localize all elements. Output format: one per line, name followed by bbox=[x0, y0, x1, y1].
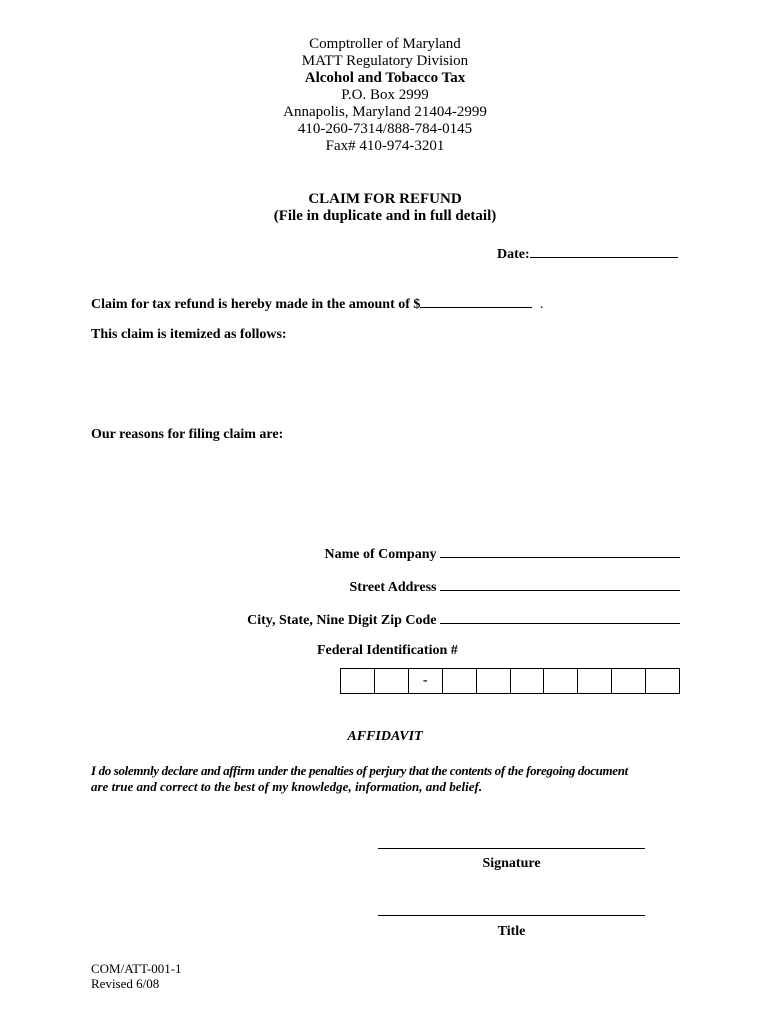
signature-label: Signature bbox=[482, 856, 541, 871]
claim-period: . bbox=[539, 297, 544, 312]
company-row bbox=[325, 543, 681, 563]
fein-cell[interactable] bbox=[544, 669, 578, 693]
claim-amount-row bbox=[91, 293, 543, 313]
signature-line[interactable] bbox=[378, 848, 645, 849]
address-label: Street Address bbox=[349, 580, 437, 595]
form-subtitle: (File in duplicate and in full detail) bbox=[273, 208, 497, 224]
fein-cell[interactable] bbox=[443, 669, 477, 693]
fein-hyphen: - bbox=[409, 669, 443, 693]
address-field[interactable] bbox=[440, 576, 680, 591]
fein-cell[interactable] bbox=[341, 669, 375, 693]
city-state-zip: Annapolis, Maryland 21404-2999 bbox=[283, 104, 487, 120]
fein-cell[interactable] bbox=[578, 669, 612, 693]
fax-number: Fax# 410-974-3201 bbox=[325, 138, 445, 154]
fein-cell[interactable] bbox=[375, 669, 409, 693]
title-line[interactable] bbox=[378, 915, 645, 916]
itemized-label: This claim is itemized as follows: bbox=[91, 327, 287, 342]
affidavit-heading: AFFIDAVIT bbox=[347, 729, 423, 744]
claim-text: Claim for tax refund is hereby made in the amount of $ bbox=[91, 297, 421, 312]
fein-grid bbox=[340, 668, 680, 694]
po-box: P.O. Box 2999 bbox=[341, 87, 429, 103]
affidavit-text-line1: I do solemnly declare and affirm under the penalties of perjury that the contents of the foregoing document bbox=[91, 763, 628, 778]
company-label: Name of Company bbox=[324, 547, 437, 562]
fein-label: Federal Identification # bbox=[317, 643, 458, 658]
form-number: COM/ATT-001-1 bbox=[91, 961, 182, 976]
phone-numbers: 410-260-7314/888-784-0145 bbox=[297, 121, 473, 137]
city-row bbox=[247, 609, 680, 629]
fein-cell[interactable] bbox=[477, 669, 511, 693]
tax-type: Alcohol and Tobacco Tax bbox=[304, 70, 466, 86]
revised-date: Revised 6/08 bbox=[91, 976, 160, 991]
date-label: Date: bbox=[497, 247, 530, 262]
date-row bbox=[497, 243, 678, 263]
city-field[interactable] bbox=[440, 609, 680, 624]
affidavit-text-line2: are true and correct to the best of my knowledge, information, and belief. bbox=[91, 779, 483, 794]
city-label: City, State, Nine Digit Zip Code bbox=[247, 613, 437, 628]
division-name: MATT Regulatory Division bbox=[301, 53, 469, 69]
fein-cell[interactable] bbox=[646, 669, 679, 693]
reasons-label: Our reasons for filing claim are: bbox=[91, 427, 284, 442]
fein-cell[interactable] bbox=[612, 669, 646, 693]
title-label: Title bbox=[497, 924, 526, 939]
company-field[interactable] bbox=[440, 543, 680, 558]
form-title: CLAIM FOR REFUND bbox=[308, 191, 462, 207]
fein-cell[interactable] bbox=[511, 669, 545, 693]
claim-amount-field[interactable] bbox=[420, 293, 532, 308]
agency-name: Comptroller of Maryland bbox=[309, 36, 461, 52]
address-row bbox=[350, 576, 680, 596]
date-field[interactable] bbox=[530, 243, 678, 258]
